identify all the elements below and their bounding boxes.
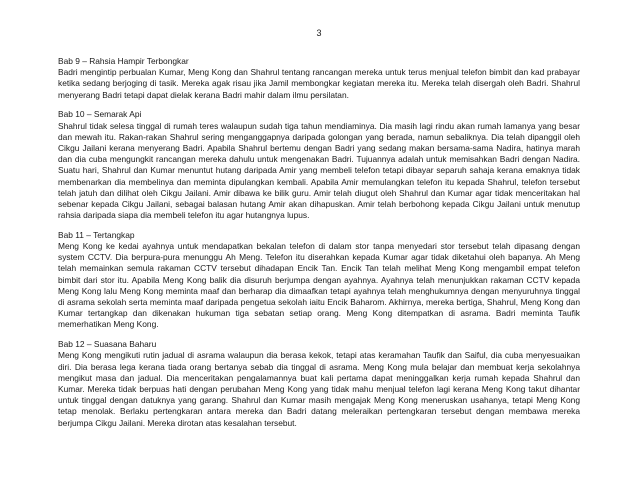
section-heading: Bab 10 – Semarak Api [58,109,142,120]
section-heading: Bab 9 – Rahsia Hampir Terbongkar [58,56,189,66]
section-paragraph: Meng Kong ke kedai ayahnya untuk mendapatkan bekalan telefon di dalam stor tanpa menyedari stor tersebut telah dipasang dengan system CCTV. Dia berpura-pura menunggu Ah Meng. Telefon itu diserahkan kepada Kumar agar tidak diketahui oleh bapanya. Ah Meng telah memainkan semula rakaman CCTV tersebut dihadapan Encik Tan. Encik Tan telah melihat Meng Kong mengambil empat telefon bimbit dari stor itu. Apabila Meng Kong balik dia disuruh berjumpa dengan ayahnya. Ayahnya telah menunjukkan rakaman CCTV kepada Meng Kong lalu Meng Kong meminta maaf dan berharap dia dimaafkan tetapi ayahnya telah menghukumnya dengan menyuruhnya tinggal di asrama sekolah serta meminta maaf daripada pengetua sekolah iaitu Encik Baharom. Akhirnya, mereka bertiga, Shahrul, Meng Kong dan Kumar tertangkap dan dikenakan hukuman tiga sebatan setiap orang. Meng Kong ditempatkan di asrama. Badri meminta Taufik memerhatikan Meng Kong. [58,241,580,330]
section-paragraph: Badri mengintip perbualan Kumar, Meng Kong dan Shahrul tentang rancangan mereka untuk terus menjual telefon bimbit dan kad prabayar ketika sedang berjoging di tasik. Mereka agak risau jika Jamil membongkar kegiatan mereka itu. Mereka telah disergah oleh Badri. Shahrul menyerang Badri tetapi dapat dielak kerana Badri mahir dalam ilmu persilatan. [58,67,580,100]
section-heading: Bab 11 – Tertangkap [58,229,135,240]
document-body [58,56,580,437]
section-bab-11 [58,230,580,331]
section-bab-12 [58,339,580,429]
section-heading: Bab 12 – Suasana Baharu [58,339,157,350]
section-paragraph: Meng Kong mengikuti rutin jadual di asrama walaupun dia berasa kekok, tetapi atas keramahan Taufik dan Saiful, dia cuba menyesuaikan diri. Dia berasa lega kerana tiada orang bertanya sebab dia tinggal di asrama. Meng Kong mula belajar dan membuat kerja sekolahnya mengikut masa dan jadual. Dia menceritakan pengalamannya buat kali pertama dapat meninggalkan kerja rumah kepada Shahrul dan Kumar. Mereka tidak berpuas hati dengan perubahan Meng Kong yang tidak mahu menjual telefon lagi kerana Meng Kong takut dihantar untuk tinggal dengan datuknya yang garang. Shahrul dan Kumar masih mengajak Meng Kong meneruskan usahanya, tetapi Meng Kong tetap menolak. Berlaku pertengkaran antara mereka dan Badri datang meleraikan pertengkaran tersebut dengan membawa mereka berjumpa Cikgu Jailani. Mereka dirotan atas kesalahan tersebut. [58,350,580,428]
section-bab-9 [58,56,580,101]
section-paragraph: Shahrul tidak selesa tinggal di rumah teres walaupun sudah tiga tahun mendiaminya. Dia masih lagi rindu akan rumah lamanya yang besar dan mewah itu. Rakan-rakan Shahrul sering menganggapnya daripada golongan yang berada, namun sebaliknya. Dia telah dipanggil oleh Cikgu Jailani kerana menyerang Badri. Apabila Shahrul bertemu dengan Badri yang sedang makan bersama-sama Nadira, hatinya marah dan dia cuba mengungkit rancangan mereka dahulu untuk mengenakan Badri. Tujuannya adalah untuk memisahkan Badri dengan Nadira. Suatu hari, Shahrul dan Kumar menuntut hutang daripada Amir yang membeli telefon tetapi dibayar separuh sahaja kerana emaknya tidak membenarkan dia membelinya dan meminta dipulangkan kembali. Apabila Amir memulangkan telefon itu kepada Shahrul, telefon tersebut telah jatuh dan dilihat oleh Cikgu Jailani. Amir dibawa ke bilik guru. Amir telah diugut oleh Shahrul dan Kumar agar tidak menceritakan hal sebenar kepada Cikgu Jailani, sebagai balasan hutang Amir akan dihapuskan. Amir telah berbohong kepada Cikgu Jailani untuk menutup rahsia daripada siapa dia membeli telefon itu agar hutangnya lupus. [58,120,580,221]
section-bab-10 [58,109,580,221]
page-number: 3 [316,28,322,38]
